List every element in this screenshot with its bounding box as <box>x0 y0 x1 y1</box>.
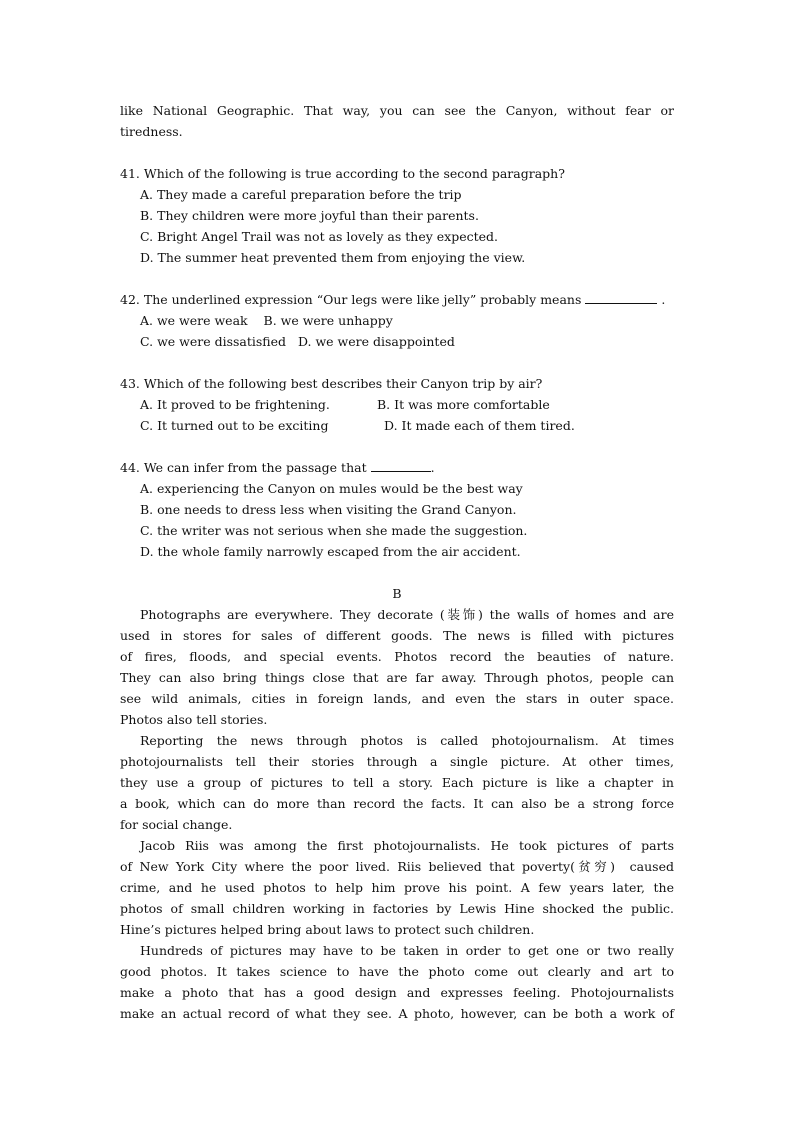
passage-line: photojournalists tell their stories through a single picture. At other times, <box>120 754 674 769</box>
passage-line: Photographs are everywhere. They decorate (装饰) the walls of homes and are <box>140 607 674 622</box>
option-d: D. It made each of them tired. <box>384 418 575 433</box>
passage-line: Hine’s pictures helped bring about laws to protect such children. <box>120 922 535 937</box>
passage-line: Hundreds of pictures may have to be taken in order to get one or two really <box>140 943 674 958</box>
passage-line: good photos. It takes science to have the photo come out clearly and art to <box>120 964 674 979</box>
stem-end: . <box>661 292 666 307</box>
option-b: B. one needs to dress less when visiting the Grand Canyon. <box>140 502 517 517</box>
passage-line: make a photo that has a good design and expresses feeling. Photojournalists <box>120 985 674 1000</box>
passage-line: crime, and he used photos to help him prove his point. A few years later, the <box>120 880 674 895</box>
question-stem <box>120 457 674 478</box>
question-stem-text: 42. The underlined expression “Our legs were like jelly” probably means <box>120 292 582 307</box>
options-c-d <box>120 415 674 436</box>
question-42 <box>120 289 674 352</box>
answer-blank <box>371 459 431 472</box>
options-a-b: A. we were weak B. we were unhappy <box>140 313 393 328</box>
option-c: C. the writer was not serious when she made the suggestion. <box>140 523 528 538</box>
option-d: D. the whole family narrowly escaped from the air accident. <box>140 544 521 559</box>
question-stem-text: 44. We can infer from the passage that <box>120 460 367 475</box>
answer-blank <box>585 291 657 304</box>
passage-line: Reporting the news through photos is called photojournalism. At times <box>140 733 674 748</box>
options-a-b <box>120 394 674 415</box>
document-page <box>120 100 674 1024</box>
intro-line: like National Geographic. That way, you can see the Canyon, without fear or <box>120 103 674 118</box>
passage-line: make an actual record of what they see. A photo, however, can be both a work of <box>120 1006 674 1021</box>
question-stem <box>120 289 674 310</box>
question-stem: 41. Which of the following is true according to the second paragraph? <box>120 166 565 181</box>
question-stem: 43. Which of the following best describes their Canyon trip by air? <box>120 376 543 391</box>
options-c-d: C. we were dissatisfied D. we were disappointed <box>140 334 455 349</box>
passage-line: Photos also tell stories. <box>120 712 268 727</box>
passage-line: used in stores for sales of different goods. The news is filled with pictures <box>120 628 674 643</box>
section-heading: B <box>392 586 402 601</box>
stem-end: . <box>430 460 435 475</box>
passage-line: They can also bring things close that are far away. Through photos, people can <box>120 670 674 685</box>
option-a: A. They made a careful preparation before the trip <box>140 187 462 202</box>
option-d: D. The summer heat prevented them from enjoying the view. <box>140 250 526 265</box>
passage-line: they use a group of pictures to tell a story. Each picture is like a chapter in <box>120 775 674 790</box>
passage-line: for social change. <box>120 817 233 832</box>
question-41 <box>120 163 674 268</box>
question-43 <box>120 373 674 436</box>
passage-line: of New York City where the poor lived. Riis believed that poverty(贫穷) caused <box>120 859 674 874</box>
passage-line: photos of small children working in factories by Lewis Hine shocked the public. <box>120 901 674 916</box>
passage-line: Jacob Riis was among the first photojournalists. He took pictures of parts <box>140 838 674 853</box>
option-a: A. experiencing the Canyon on mules would be the best way <box>140 481 523 496</box>
option-a: A. It proved to be frightening. <box>140 397 330 412</box>
passage-b <box>120 583 674 1024</box>
passage-line: a book, which can do more than record the facts. It can also be a strong force <box>120 796 674 811</box>
passage-line: of fires, floods, and special events. Photos record the beauties of nature. <box>120 649 674 664</box>
option-b: B. They children were more joyful than their parents. <box>140 208 479 223</box>
passage-line: see wild animals, cities in foreign lands, and even the stars in outer space. <box>120 691 674 706</box>
question-44 <box>120 457 674 562</box>
option-b: B. It was more comfortable <box>377 397 550 412</box>
option-c: C. It turned out to be exciting <box>140 418 329 433</box>
option-c: C. Bright Angel Trail was not as lovely as they expected. <box>140 229 499 244</box>
intro-line: tiredness. <box>120 124 183 139</box>
